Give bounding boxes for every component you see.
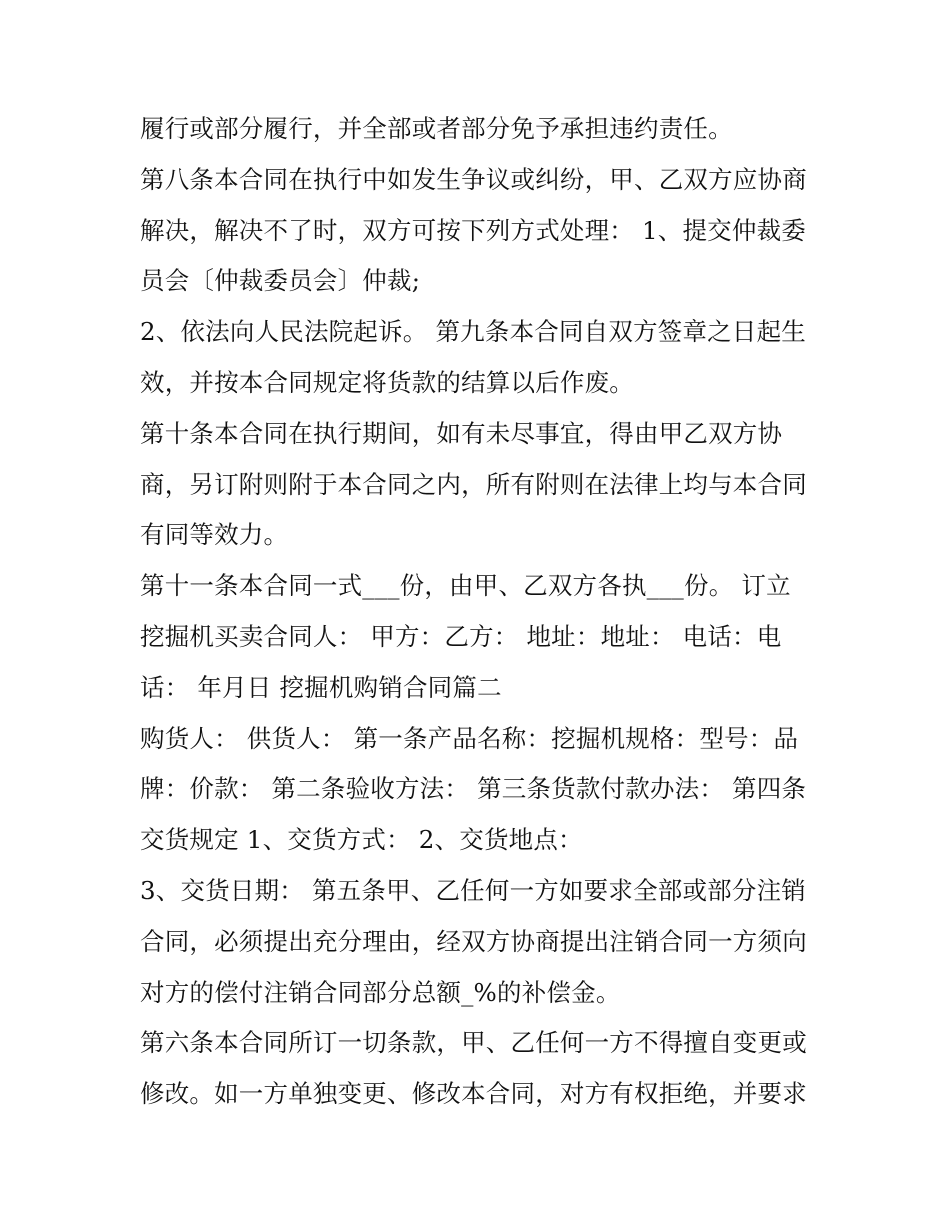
text-line: 挖掘机买卖合同人： 甲方：乙方： 地址：地址： 电话：电 <box>140 621 782 651</box>
text-line: 牌：价款： 第二条验收方法： 第三条货款付款办法： 第四条 <box>140 774 807 804</box>
text-line: 商，另订附则附于本合同之内，所有附则在法律上均与本合同 <box>140 469 807 499</box>
text-line: 有同等效力。 <box>140 520 289 550</box>
text-line: 解决，解决不了时，双方可按下列方式处理： 1、提交仲裁委 <box>140 215 806 245</box>
text-line: 3、交货日期： 第五条甲、乙任何一方如要求全部或部分注销 <box>140 875 806 905</box>
text-line: 第十条本合同在执行期间，如有未尽事宜，得由甲乙双方协 <box>140 418 783 448</box>
text-line: 对方的偿付注销合同部分总额_%的补偿金。 <box>140 977 621 1007</box>
text-line: 第十一条本合同一式___份，由甲、乙双方各执___份。 订立 <box>140 571 791 601</box>
text-line: 第六条本合同所订一切条款，甲、乙任何一方不得擅自变更或 <box>140 1028 807 1058</box>
text-line: 修改。如一方单独变更、修改本合同，对方有权拒绝，并要求 <box>140 1079 807 1109</box>
text-line: 购货人： 供货人： 第一条产品名称：挖掘机规格：型号：品 <box>140 723 799 753</box>
text-line: 效，并按本合同规定将货款的结算以后作废。 <box>140 367 634 397</box>
text-line: 交货规定 1、交货方式： 2、交货地点： <box>140 825 583 855</box>
text-line: 2、依法向人民法院起诉。 第九条本合同自双方签章之日起生 <box>140 317 806 347</box>
text-line: 员会〔仲裁委员会〕仲裁; <box>140 266 421 296</box>
text-line: 合同，必须提出充分理由，经双方协商提出注销合同一方须向 <box>140 926 807 956</box>
contract-text <box>140 104 820 1120</box>
text-line: 话： 年月日 挖掘机购销合同篇二 <box>140 672 502 702</box>
text-line: 第八条本合同在执行中如发生争议或纠纷，甲、乙双方应协商 <box>140 164 807 194</box>
text-line: 履行或部分履行，并全部或者部分免予承担违约责任。 <box>140 114 733 143</box>
